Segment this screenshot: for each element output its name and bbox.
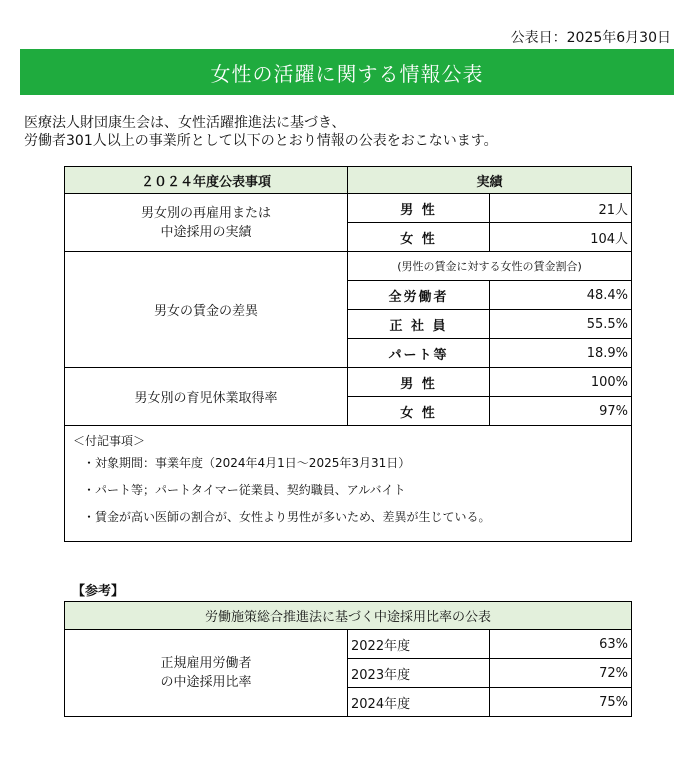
wage-gap-label: 男女の賃金の差異: [65, 252, 348, 368]
rehire-label-line-2: 中途採用の実績: [160, 224, 252, 240]
wage-parttime-value: 18.9%: [490, 339, 632, 368]
remark-item: ・対象期間：事業年度（2024年4月1日～2025年3月31日）: [83, 456, 411, 470]
remark-item: ・パート等；パートタイマー従業員、契約職員、アルバイト: [83, 483, 406, 497]
leave-female-value: 97%: [490, 397, 632, 426]
year-2024-label: 2024年度: [348, 688, 490, 717]
reference-table: [64, 601, 632, 717]
rehire-male-value: 21人: [490, 194, 632, 223]
remarks-cell: [65, 426, 632, 542]
year-2022-value: 63%: [490, 630, 632, 659]
wage-gap-note: (男性の賃金に対する女性の賃金割合): [348, 252, 632, 281]
leave-male-label: 男 性: [348, 368, 490, 397]
reference-item-line-1: 正規雇用労働者: [160, 656, 252, 671]
wage-all-value: 48.4%: [490, 281, 632, 310]
reference-item-line-2: の中途採用比率: [160, 675, 252, 690]
rehire-male-label: 男 性: [348, 194, 490, 223]
wage-all-label: 全労働者: [348, 281, 490, 310]
reference-label: 【参考】: [72, 584, 125, 599]
wage-regular-label: 正 社 員: [348, 310, 490, 339]
intro-text: [24, 114, 498, 150]
year-2023-value: 72%: [490, 659, 632, 688]
header-item-cell: [65, 167, 348, 194]
leave-male-value: 100%: [490, 368, 632, 397]
reference-header: 労働施策総合推進法に基づく中途採用比率の公表: [204, 610, 491, 625]
rehire-label-line-1: 男女別の再雇用または: [140, 205, 271, 221]
publish-date: 公表日：2025年6月30日: [510, 30, 671, 46]
year-2024-value: 75%: [490, 688, 632, 717]
wage-regular-value: 55.5%: [490, 310, 632, 339]
rehire-label-cell: [65, 194, 348, 252]
intro-line-2: 労働者301人以上の事業所として以下のとおり情報の公表をおこないます。: [24, 133, 498, 149]
header-result: 実績: [476, 174, 503, 190]
year-2023-label: 2023年度: [348, 659, 490, 688]
reference-header-cell: [65, 602, 632, 630]
wage-parttime-label: パート等: [348, 339, 490, 368]
leave-female-label: 女 性: [348, 397, 490, 426]
rehire-female-label: 女 性: [348, 223, 490, 252]
header-result-cell: [348, 167, 632, 194]
remark-item: ・賃金が高い医師の割合が、女性より男性が多いため、差異が生じている。: [83, 510, 491, 524]
leave-label: 男女別の育児休業取得率: [65, 368, 348, 426]
intro-line-1: 医療法人財団康生会は、女性活躍推進法に基づき、: [24, 115, 346, 131]
page-title: 女性の活躍に関する情報公表: [210, 61, 484, 86]
reference-item-cell: [65, 630, 348, 717]
year-2022-label: 2022年度: [348, 630, 490, 659]
remarks-title: ＜付記事項＞: [73, 434, 146, 448]
disclosure-table: [64, 166, 632, 542]
page-title-banner: [20, 49, 674, 95]
header-item: ２０２４年度公表事項: [140, 174, 271, 190]
rehire-female-value: 104人: [490, 223, 632, 252]
